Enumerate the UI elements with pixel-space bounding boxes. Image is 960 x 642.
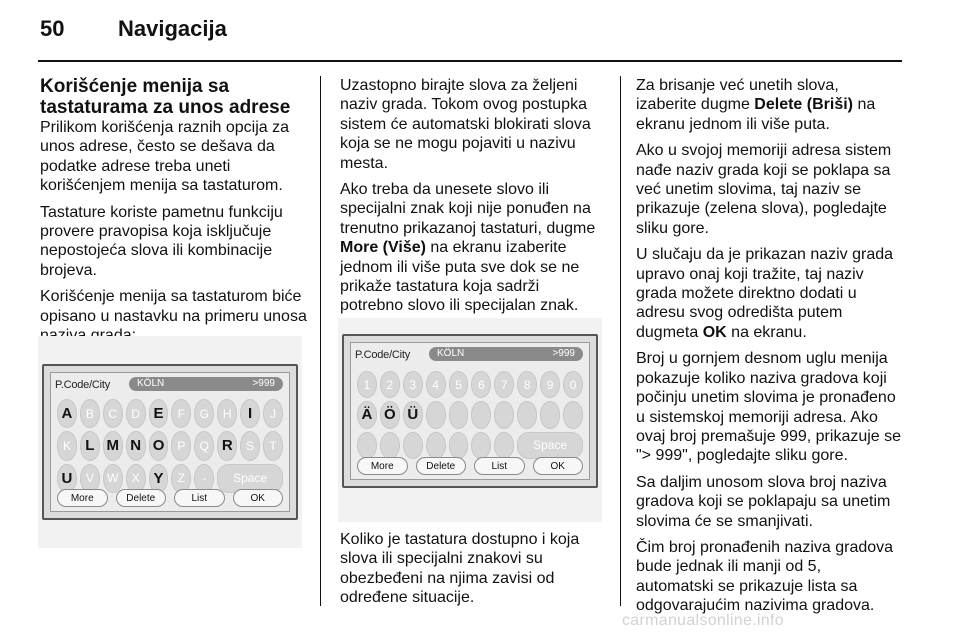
key-k[interactable]: K	[57, 431, 77, 460]
paragraph: Koliko je tastatura dostupno i koja slova ili specijalni znakovi su obezbeđeni na njima zavisi od određene situacije.	[340, 531, 580, 607]
ok-button[interactable]: OK	[233, 489, 284, 507]
delete-button[interactable]: Delete	[416, 457, 467, 475]
key-blank	[563, 401, 583, 428]
paragraph: Broj u gornjem desnom uglu menija pokazuje koliko naziva gradova koji počinju unetim slovima je pronađeno u sistemskoj memoriji adresa. Ako ovaj broj premašuje 999, prikazuje se "> 999", pogledajte sliku gore.	[636, 350, 902, 465]
paragraph	[340, 180, 604, 316]
paragraph	[636, 76, 902, 134]
key-s[interactable]: S	[240, 431, 260, 460]
column-3	[636, 76, 902, 623]
text-run: U slučaju da je prikazan naziv grada upravo onaj koji tražite, taj naziv grada možete direktno dodati u adresu svog odredišta putem dugmeta	[636, 246, 894, 341]
key-d[interactable]: D	[126, 399, 146, 428]
key-7[interactable]: 7	[494, 371, 514, 398]
key-blank	[517, 401, 537, 428]
key-w[interactable]: W	[103, 464, 123, 493]
key-n[interactable]: N	[126, 431, 146, 460]
key-3[interactable]: 3	[403, 371, 423, 398]
text-run: na ekranu.	[726, 323, 807, 341]
device-frame	[342, 334, 598, 488]
key-space[interactable]: Space	[517, 432, 583, 459]
paragraph: Ako u svojoj memoriji adresa sistem nađe naziv grada koji se poklapa sa već unetim slovima, taj naziv se prikazuje (zelena slova), pogledajte sliku gore.	[636, 142, 892, 237]
city-input-value: KÖLN	[137, 378, 165, 389]
key-y[interactable]: Y	[149, 464, 169, 493]
key-i[interactable]: I	[240, 399, 260, 428]
key-u[interactable]: U	[57, 464, 77, 493]
paragraph: Sa daljim unosom slova broj naziva gradova koji se poklapaju sa unetim slovima će se smanjivati.	[636, 473, 891, 530]
column-divider-2	[620, 76, 621, 606]
match-count: >999	[552, 348, 575, 359]
delete-button[interactable]: Delete	[116, 489, 167, 507]
keyboard-figure-2	[338, 318, 602, 522]
paragraph: Tastature koriste pametnu funkciju provere pravopisa koja isključuje nepostojeća slova ili kombinacije brojeva.	[40, 203, 283, 279]
column-1	[40, 76, 310, 352]
paragraph	[636, 245, 902, 342]
key-blank	[494, 401, 514, 428]
key-x[interactable]: X	[126, 464, 146, 493]
key-blank	[471, 401, 491, 428]
key-m[interactable]: M	[103, 431, 123, 460]
section-heading: Korišćenje menija sa tastaturama za unos adrese	[40, 76, 291, 118]
key-z[interactable]: Z	[171, 464, 191, 493]
key-0[interactable]: 0	[563, 371, 583, 398]
key-9[interactable]: 9	[540, 371, 560, 398]
paragraph: Prilikom korišćenja raznih opcija za unos adrese, često se dešava da podatke adrese treba uneti korišćenjem menija sa tastaturom.	[40, 119, 289, 195]
device-frame	[42, 364, 298, 520]
city-input-value: KÖLN	[437, 348, 465, 359]
page-title: Navigacija	[118, 16, 227, 41]
key-f[interactable]: F	[171, 399, 191, 428]
key-space[interactable]: Space	[217, 464, 283, 493]
list-button[interactable]: List	[474, 457, 525, 475]
key-o[interactable]: O	[149, 431, 169, 460]
page-number: 50	[40, 16, 65, 41]
key-h[interactable]: H	[217, 399, 237, 428]
keyboard-softkeys	[57, 489, 283, 507]
column-2	[340, 76, 604, 323]
key-blank	[449, 432, 469, 459]
key-4[interactable]: 4	[426, 371, 446, 398]
header-rule	[38, 60, 902, 62]
key-blank	[540, 401, 560, 428]
key-2[interactable]: 2	[380, 371, 400, 398]
key-blank	[403, 432, 423, 459]
key-j[interactable]: J	[263, 399, 283, 428]
paragraph: Čim broj pronađenih naziva gradova bude jednak ili manji od 5, automatski se prikazuje lista sa odgovarajućim nazivima gradova.	[636, 538, 894, 615]
column-2-bottom	[340, 530, 604, 615]
delete-label: Delete (Briši)	[754, 96, 853, 114]
text-run: na ekranu izaberite jednom ili više puta sve dok se ne prikaže tastatura koja sadrži potrebno slovo ili specijalan znak.	[340, 239, 580, 315]
key-special[interactable]: Ü	[403, 401, 423, 428]
key-e[interactable]: E	[149, 399, 169, 428]
keyboard-screen	[350, 342, 590, 480]
watermark: carmanualsonline.info	[622, 612, 784, 629]
key-blank	[426, 432, 446, 459]
key-blank	[380, 432, 400, 459]
key-b[interactable]: B	[80, 399, 100, 428]
key-v[interactable]: V	[80, 464, 100, 493]
more-button[interactable]: More	[57, 489, 108, 507]
field-label: P.Code/City	[55, 379, 111, 391]
field-label: P.Code/City	[355, 349, 411, 361]
column-divider-1	[320, 76, 321, 606]
key-8[interactable]: 8	[517, 371, 537, 398]
ok-button[interactable]: OK	[533, 457, 584, 475]
key-5[interactable]: 5	[449, 371, 469, 398]
letter-keypad	[57, 399, 283, 493]
key-special[interactable]: Ö	[380, 401, 400, 428]
more-label: More (Više)	[340, 239, 426, 257]
text-run: na ekranu jednom ili više puta.	[636, 96, 876, 133]
key-blank	[357, 432, 377, 459]
key-p[interactable]: P	[171, 431, 191, 460]
city-input-field[interactable]	[129, 377, 283, 391]
key-l[interactable]: L	[80, 431, 100, 460]
paragraph: Korišćenje menija sa tastaturom biće opisano u nastavku na primeru unosa	[40, 288, 307, 325]
key-blank	[471, 432, 491, 459]
key-c[interactable]: C	[103, 399, 123, 428]
match-count: >999	[252, 378, 275, 389]
key-q[interactable]: Q	[194, 431, 214, 460]
key-r[interactable]: R	[217, 431, 237, 460]
key-blank	[426, 401, 446, 428]
key-t[interactable]: T	[263, 431, 283, 460]
more-button[interactable]: More	[357, 457, 408, 475]
city-input-field[interactable]	[429, 347, 583, 361]
special-keypad	[357, 371, 583, 459]
key-6[interactable]: 6	[471, 371, 491, 398]
ok-label: OK	[702, 323, 727, 341]
text-run: Ako treba da unesete slovo ili specijalni znak koji nije ponuđen na trenutno prikazanoj tastaturi, dugme	[340, 181, 596, 237]
key-dash[interactable]: -	[194, 464, 214, 493]
keyboard-figure-1	[38, 336, 302, 548]
key-blank	[494, 432, 514, 459]
keyboard-softkeys	[357, 457, 583, 475]
list-button[interactable]: List	[174, 489, 225, 507]
key-g[interactable]: G	[194, 399, 214, 428]
key-special[interactable]: Ä	[357, 401, 377, 428]
paragraph: Uzastopno birajte slova za željeni naziv grada. Tokom ovog postupka sistem će automatski blokirati slova koja se ne mogu pojaviti u nazivu mesta.	[340, 77, 591, 172]
keyboard-screen	[50, 372, 290, 512]
key-blank	[449, 401, 469, 428]
key-a[interactable]: A	[57, 399, 77, 428]
key-1[interactable]: 1	[357, 371, 377, 398]
text-run: Za brisanje već unetih slova, izaberite dugme	[636, 77, 839, 114]
